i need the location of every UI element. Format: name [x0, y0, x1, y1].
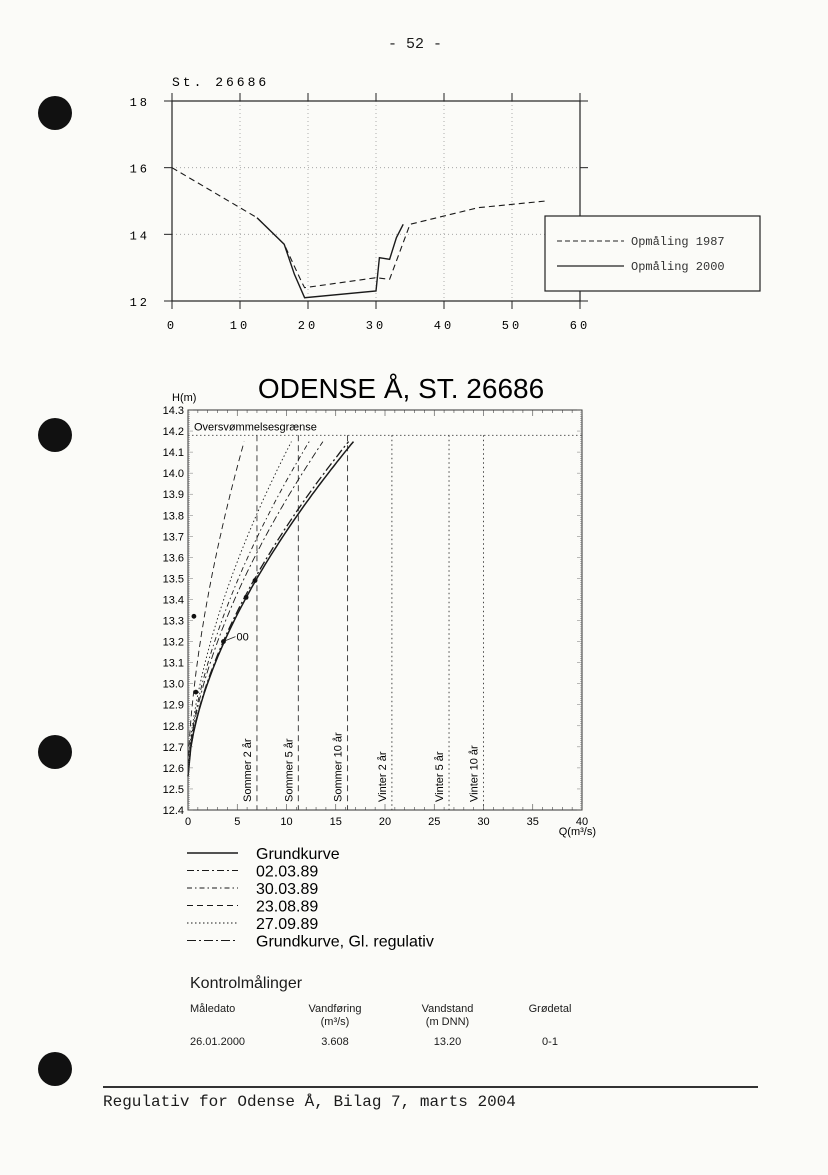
kontrol-cell-flow: 3.608	[321, 1036, 349, 1048]
measurement-point	[221, 639, 226, 644]
y-tick-label: 12.6	[162, 762, 184, 775]
y-tick-label: 14.3	[162, 405, 184, 417]
y-tick-label: 13.4	[162, 594, 184, 607]
rating-curve	[188, 442, 323, 777]
cross-section-legend	[545, 216, 760, 291]
legend-2000-label: Opmåling 2000	[631, 260, 725, 274]
x-tick-label: 30	[477, 816, 490, 828]
y-axis-label: H(m)	[172, 392, 197, 404]
rating-curve	[188, 442, 354, 777]
x-tick-label: 50	[501, 319, 523, 333]
kontrol-cell-level: 13.20	[433, 1036, 462, 1048]
series-2000-line	[257, 218, 403, 298]
kontrol-header-weed: Grødetal	[528, 1003, 572, 1015]
x-tick-label: 60	[569, 319, 591, 333]
legend-label: Grundkurve, Gl. regulativ	[256, 933, 434, 951]
y-tick-label: 12.7	[162, 741, 184, 754]
legend-label: 23.08.89	[256, 898, 319, 916]
kontrol-header-level: Vandstand	[421, 1003, 474, 1015]
kontrol-header-flow: Vandføring	[308, 1003, 362, 1015]
x-tick-label: 35	[526, 816, 539, 828]
x-tick-label: 0	[184, 816, 192, 828]
y-tick-label: 13.3	[162, 615, 184, 628]
design-flow-label: Vinter 10 år	[468, 745, 481, 802]
legend-1987-label: Opmåling 1987	[631, 235, 725, 249]
rating-curve-legend	[187, 846, 434, 951]
design-flow-label: Vinter 5 år	[434, 751, 447, 802]
footer-rule	[103, 1086, 758, 1088]
page-number: - 52 -	[388, 36, 443, 53]
rating-curve-chart	[0, 360, 828, 960]
y-tick-label: 12.9	[162, 699, 184, 712]
x-tick-label: 25	[428, 816, 441, 828]
y-tick-label: 16	[129, 162, 150, 177]
rating-curve	[188, 442, 244, 777]
flood-limit-label: Oversvømmelsesgrænse	[194, 421, 317, 434]
cross-section-chart	[0, 0, 828, 340]
y-tick-label: 13.6	[162, 552, 184, 565]
design-flow-label: Sommer 10 år	[332, 732, 345, 802]
measurement-point	[253, 578, 258, 583]
y-tick-label: 13.5	[162, 573, 184, 586]
measurement-point	[244, 595, 249, 600]
measurement-point	[192, 614, 197, 619]
y-tick-label: 13.8	[162, 510, 184, 523]
x-tick-label: 0	[166, 319, 178, 333]
y-tick-label: 14.2	[162, 426, 184, 439]
y-tick-label: 12	[129, 296, 150, 310]
y-tick-label: 14.0	[162, 468, 184, 481]
kontrol-header-flow-unit: (m³/s)	[320, 1016, 350, 1028]
y-tick-label: 14	[129, 229, 150, 244]
y-tick-label: 13.7	[162, 531, 184, 544]
y-tick-label: 13.9	[162, 489, 184, 502]
x-tick-label: 40	[433, 319, 455, 333]
kontrol-cell-date: 26.01.2000	[190, 1036, 246, 1048]
kontrol-title: Kontrolmålinger	[190, 975, 303, 992]
y-tick-label: 18	[129, 96, 150, 110]
x-axis-label: Q(m³/s)	[558, 826, 596, 838]
x-tick-label: 40	[575, 816, 589, 828]
x-tick-label: 10	[229, 319, 251, 333]
kontrol-header-date: Måledato	[190, 1003, 236, 1015]
y-tick-label: 13.1	[162, 657, 184, 670]
x-tick-label: 5	[234, 816, 241, 828]
y-tick-label: 12.4	[162, 805, 184, 817]
rating-curve	[188, 442, 349, 777]
footer-text: Regulativ for Odense Å, Bilag 7, marts 2004	[103, 1093, 516, 1111]
x-tick-label: 10	[280, 816, 293, 828]
design-flow-label: Sommer 2 år	[241, 738, 254, 802]
design-flow-label: Vinter 2 år	[376, 751, 389, 802]
legend-label: 30.03.89	[256, 881, 319, 898]
punch-hole	[38, 1052, 72, 1086]
y-tick-label: 13.0	[162, 678, 184, 691]
legend-label: 27.09.89	[256, 916, 319, 933]
y-tick-label: 12.8	[162, 720, 184, 733]
rating-curve-title: ODENSE Å, ST. 26686	[257, 373, 545, 404]
y-tick-label: 13.2	[162, 636, 184, 649]
series-1987-line	[172, 168, 546, 288]
measurement-label: 00	[236, 631, 249, 644]
legend-label: Grundkurve	[256, 846, 340, 863]
x-tick-label: 15	[329, 816, 342, 828]
y-tick-label: 14.1	[162, 447, 184, 460]
x-tick-label: 20	[378, 816, 392, 828]
kontrol-cell-weed: 0-1	[542, 1036, 558, 1048]
measurement-point	[193, 690, 198, 695]
kontrol-header-level-unit: (m DNN)	[425, 1016, 470, 1028]
design-flow-label: Sommer 5 år	[283, 738, 296, 802]
cross-section-title: St. 26686	[172, 75, 270, 90]
legend-label: 02.03.89	[256, 863, 319, 881]
x-tick-label: 20	[297, 319, 319, 333]
y-tick-label: 12.5	[162, 783, 184, 796]
x-tick-label: 30	[365, 319, 387, 333]
